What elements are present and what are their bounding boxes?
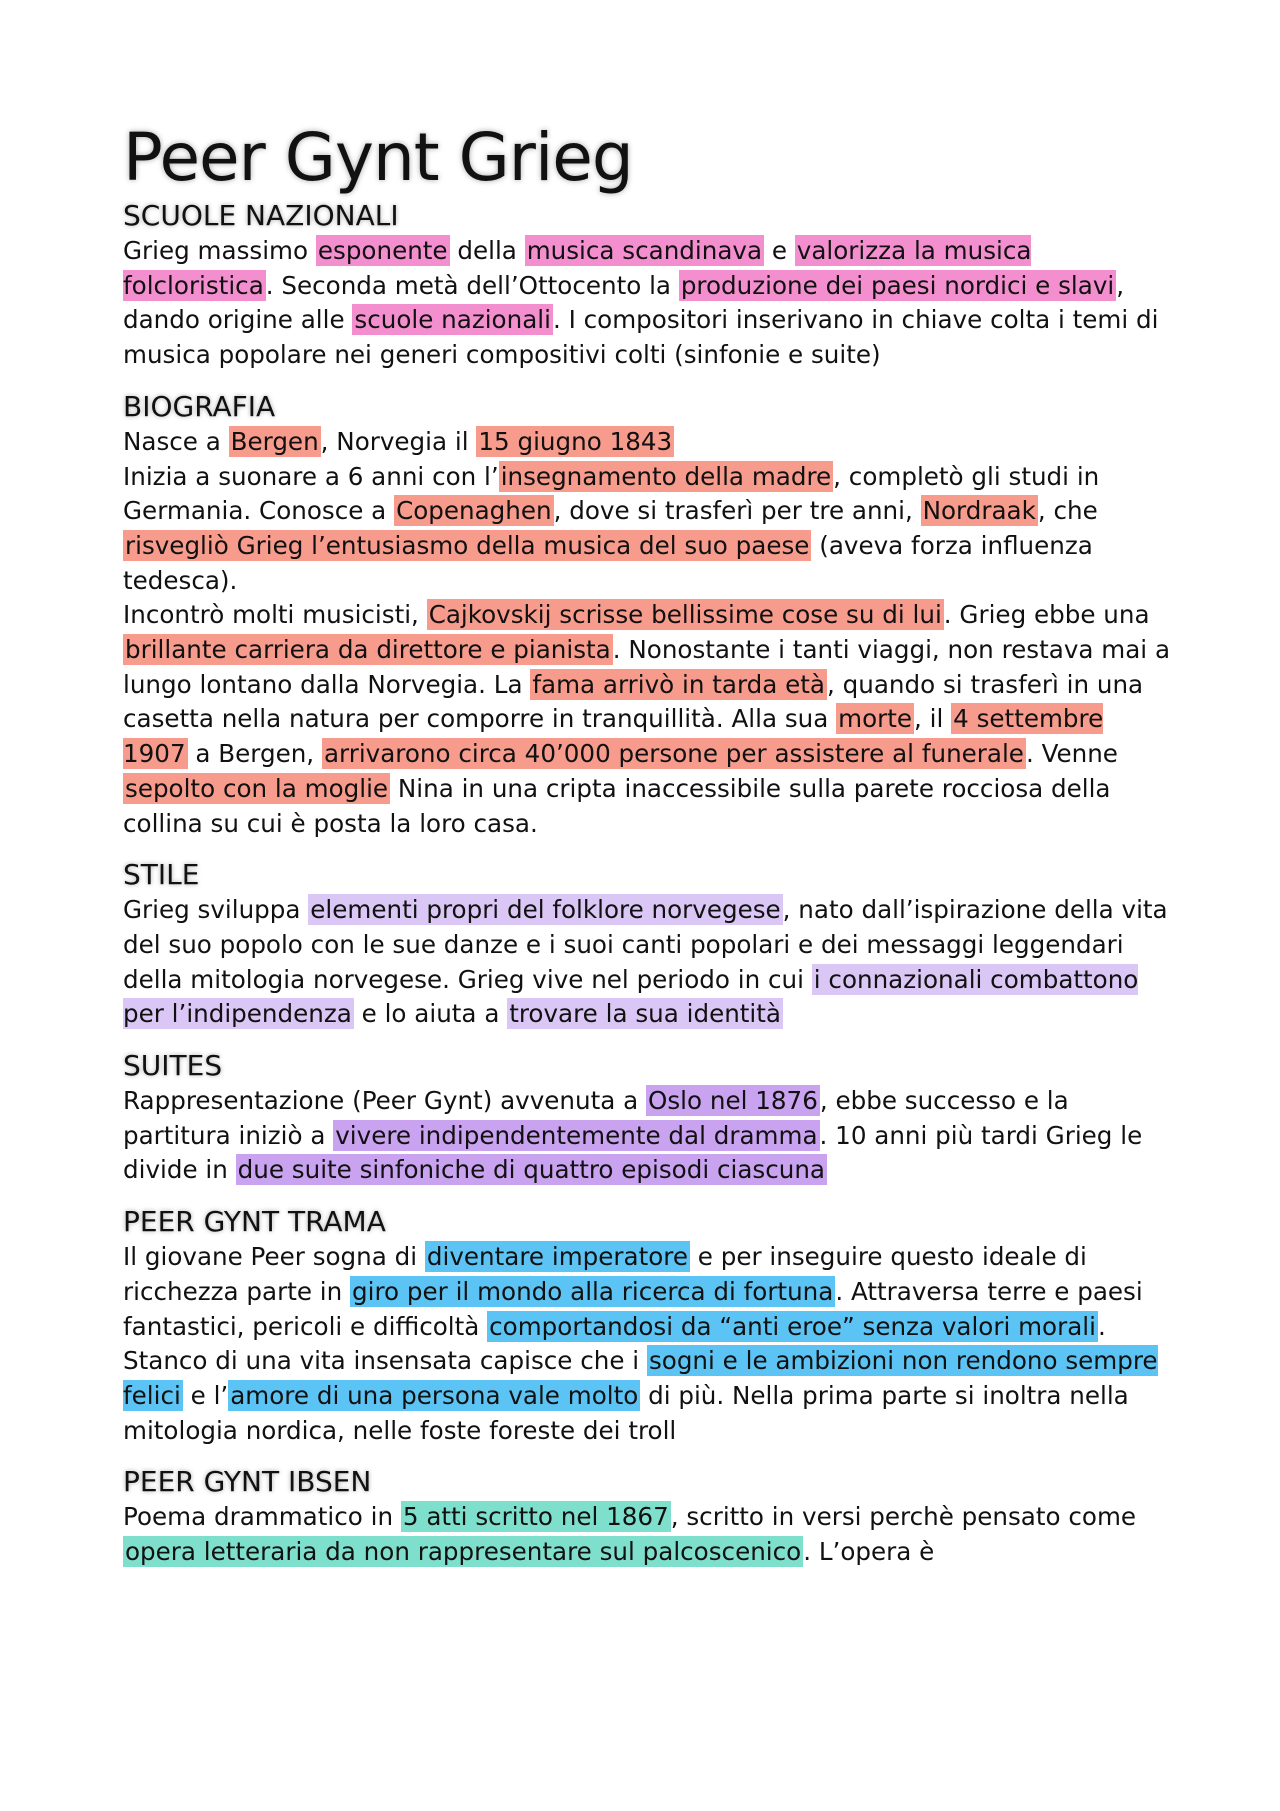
highlighted-text: due suite sinfoniche di quattro episodi ciascuna xyxy=(237,1155,825,1185)
paragraph xyxy=(123,1500,1173,1569)
highlighted-text: Bergen xyxy=(230,426,319,456)
highlighted-text: amore di una persona vale molto xyxy=(230,1380,639,1410)
text-run: e lo aiuta a xyxy=(353,999,508,1029)
text-run: della xyxy=(449,236,525,265)
text-run: . Seconda metà dell’Ottocento la xyxy=(265,270,679,300)
text-run: . Venne xyxy=(1025,739,1118,769)
section-heading: BIOGRAFIA xyxy=(123,389,276,423)
highlighted-text: arrivarono circa 40’000 persone per assistere al funerale xyxy=(323,739,1024,769)
text-run: , il xyxy=(914,704,952,734)
text-run: . L’opera è xyxy=(803,1537,935,1567)
section-biografia xyxy=(123,389,1173,841)
section-peer-gynt-trama xyxy=(123,1204,1173,1448)
section-suites xyxy=(123,1048,1173,1188)
highlighted-text: valorizza la musica folcloristica xyxy=(123,236,1032,300)
highlighted-text: vivere indipendentemente dal dramma xyxy=(335,1120,818,1150)
highlighted-text: musica scandinava xyxy=(526,236,763,265)
text-run: (aveva forza influenza tedesca). xyxy=(123,530,1093,595)
highlighted-text: Cajkovskij scrisse bellissime cose su di lui xyxy=(428,600,942,630)
highlighted-text: morte xyxy=(838,704,913,734)
text-run: , ebbe successo e la partitura iniziò a xyxy=(123,1086,1069,1150)
text-run: . Attraversa terre e paesi fantastici, pericoli e difficoltà xyxy=(123,1276,1143,1341)
section-heading: PEER GYNT TRAMA xyxy=(123,1205,386,1239)
paragraph xyxy=(123,234,1173,373)
section-heading: PEER GYNT IBSEN xyxy=(123,1465,372,1499)
text-run: a Bergen, xyxy=(187,739,322,769)
text-run: e xyxy=(764,236,795,265)
document-page xyxy=(123,118,1173,1570)
text-run: e per inseguire questo ideale di ricchezza parte in xyxy=(123,1242,1087,1306)
text-run: Incontrò molti musicisti, xyxy=(123,600,427,630)
section-scuole-nazionali xyxy=(123,198,1173,373)
highlighted-text: fama arrivò in tarda età xyxy=(532,669,826,699)
highlighted-text: giro per il mondo alla ricerca di fortuna xyxy=(352,1276,834,1306)
text-run: . Nonostante i tanti viaggi, non restava mai a lungo lontano dalla Norvegia. La xyxy=(123,635,1171,699)
highlighted-text: Nordraak xyxy=(922,496,1036,526)
section-heading: STILE xyxy=(123,858,200,892)
page-title: Peer Gynt Grieg xyxy=(123,119,633,196)
text-run: , quando si trasferì in una casetta nella natura per comporre in tranquillità. Alla sua xyxy=(123,669,1144,734)
text-run: Grieg massimo xyxy=(123,236,316,265)
highlighted-text: scuole nazionali xyxy=(354,305,551,335)
text-run: , che xyxy=(1037,496,1098,526)
highlighted-text: Copenaghen xyxy=(396,496,552,526)
highlighted-text: opera letteraria da non rappresentare sul palcoscenico xyxy=(125,1537,802,1567)
highlighted-text: esponente xyxy=(317,236,448,265)
text-run: Il giovane Peer sogna di xyxy=(123,1242,425,1272)
text-run: Grieg sviluppa xyxy=(123,895,309,925)
paragraph xyxy=(123,1084,1173,1188)
paragraph xyxy=(123,598,1173,841)
text-run: , dando origine alle xyxy=(123,270,1125,335)
text-run: , dove si trasferì per tre anni, xyxy=(553,496,921,526)
paragraph xyxy=(123,893,1173,1032)
highlighted-text: risvegliò Grieg l’entusiasmo della musica del suo paese xyxy=(125,530,810,560)
highlighted-text: Oslo nel 1876 xyxy=(648,1086,818,1116)
paragraph xyxy=(123,425,1173,460)
text-run: di più. Nella prima parte si inoltra nella mitologia nordica, nelle foste foreste dei troll xyxy=(123,1380,1129,1445)
text-run: Inizia a suonare a 6 anni con l’ xyxy=(123,461,499,491)
highlighted-text: diventare imperatore xyxy=(426,1242,688,1272)
text-run: Nasce a xyxy=(123,426,229,456)
highlighted-text: 15 giugno 1843 xyxy=(478,426,673,456)
section-stile xyxy=(123,857,1173,1032)
text-run: Nina in una cripta inaccessibile sulla parete rocciosa della collina su cui è posta la loro casa. xyxy=(123,773,1111,838)
highlighted-text: elementi propri del folklore norvegese xyxy=(310,895,781,925)
sections-container xyxy=(123,198,1173,1570)
text-run: Rappresentazione (Peer Gynt) avvenuta a xyxy=(123,1086,647,1116)
text-run: . 10 anni più tardi Grieg le divide in xyxy=(123,1120,1143,1185)
section-peer-gynt-ibsen xyxy=(123,1464,1173,1569)
highlighted-text: trovare la sua identità xyxy=(509,999,781,1029)
highlighted-text: brillante carriera da direttore e pianista xyxy=(125,635,611,665)
paragraph xyxy=(123,460,1173,599)
section-heading: SCUOLE NAZIONALI xyxy=(123,199,399,232)
text-run: . Stanco di una vita insensata capisce che i xyxy=(123,1311,1106,1376)
highlighted-text: comportandosi da “anti eroe” senza valori morali xyxy=(489,1311,1096,1341)
highlighted-text: sepolto con la moglie xyxy=(125,773,389,803)
paragraph xyxy=(123,1240,1173,1448)
section-heading: SUITES xyxy=(123,1049,223,1083)
highlighted-text: 5 atti scritto nel 1867 xyxy=(402,1502,669,1532)
highlighted-text: i connazionali combattono per l’indipendenza xyxy=(123,964,1139,1029)
text-run: , Norvegia il xyxy=(320,426,477,456)
text-run: e l’ xyxy=(182,1380,229,1410)
text-run: , completò gli studi in Germania. Conosce a xyxy=(123,461,1100,526)
text-run: . I compositori inserivano in chiave colta i temi di musica popolare nei generi compositivi colti (sinfonie e suite) xyxy=(123,305,1159,370)
highlighted-text: 4 settembre 1907 xyxy=(123,704,1104,769)
highlighted-text: produzione dei paesi nordici e slavi xyxy=(680,270,1115,300)
text-run: , nato dall’ispirazione della vita del suo popolo con le sue danze e i suoi canti popolari e dei messaggi leggendari della mitologia norvegese. Grieg vive nel periodo in cui xyxy=(123,895,1168,994)
highlighted-text: sogni e le ambizioni non rendono sempre felici xyxy=(123,1346,1158,1410)
highlighted-text: insegnamento della madre xyxy=(500,461,832,491)
text-run: Poema drammatico in xyxy=(123,1502,401,1532)
text-run: . Grieg ebbe una xyxy=(943,600,1150,630)
text-run: , scritto in versi perchè pensato come xyxy=(670,1502,1137,1532)
